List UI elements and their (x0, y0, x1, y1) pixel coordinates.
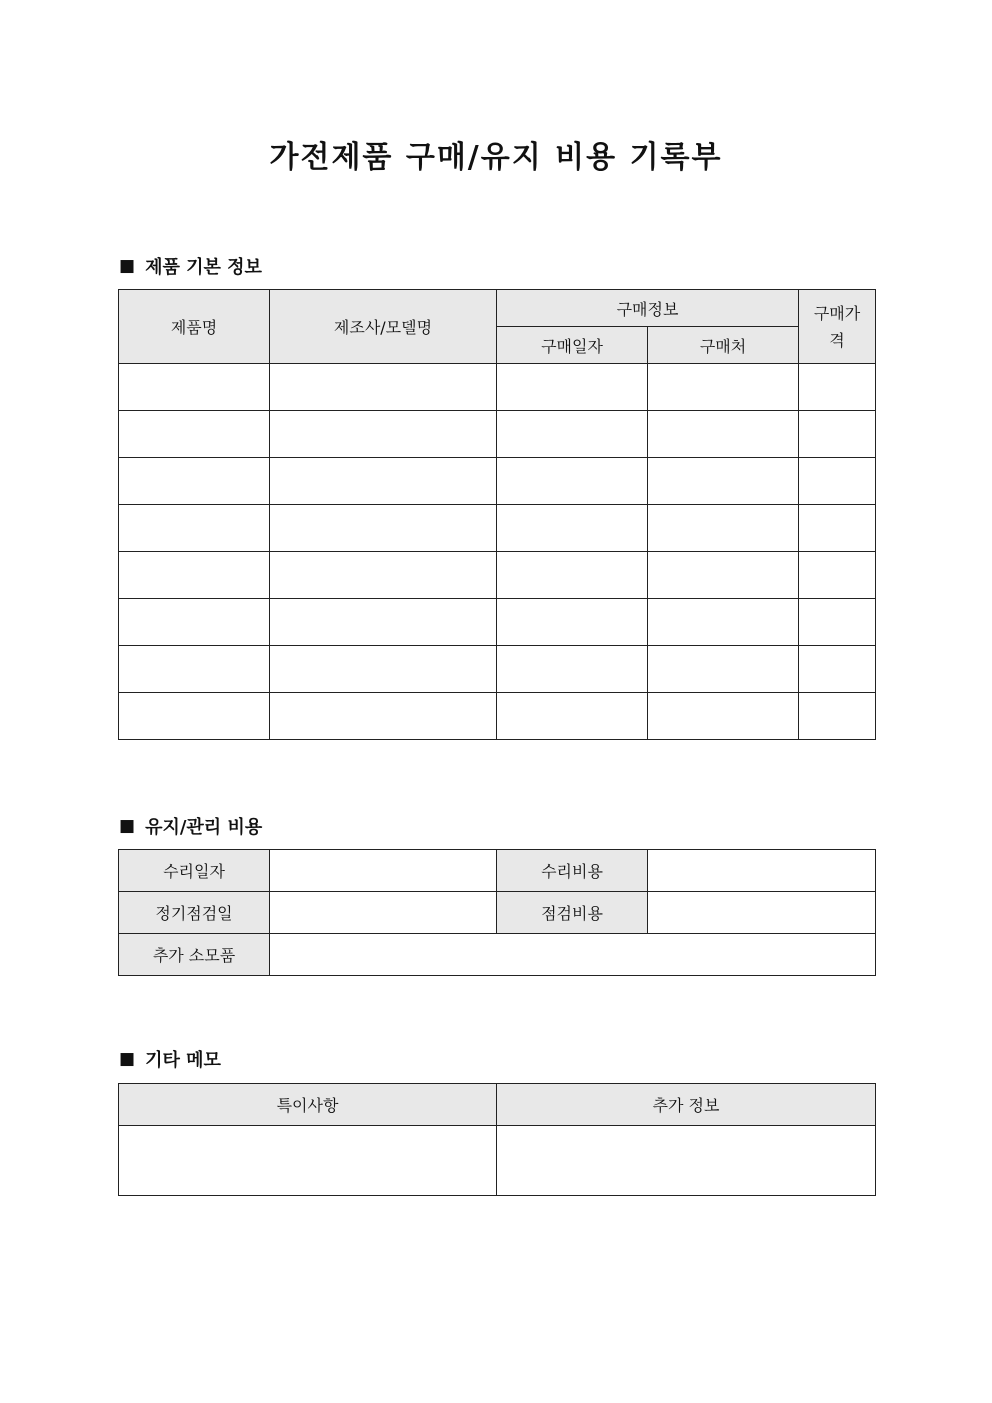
section-title: 제품 기본 정보 (145, 257, 262, 278)
section-heading-basic (119, 253, 262, 279)
page-title: 가전제품 구매/유지 비용 기록부 (269, 140, 723, 175)
cell-purchase-date[interactable] (497, 458, 648, 505)
cell-product-name[interactable] (119, 458, 270, 505)
cell-purchase-price[interactable] (799, 411, 876, 458)
header-notes: 특이사항 (119, 1084, 497, 1126)
memo-table (118, 1083, 876, 1196)
cell-maker-model[interactable] (270, 693, 497, 740)
table-row (119, 364, 876, 411)
table-row (119, 505, 876, 552)
cell-product-name[interactable] (119, 693, 270, 740)
table-row (119, 693, 876, 740)
section-title: 유지/관리 비용 (145, 817, 263, 838)
field-repair-date[interactable] (270, 850, 497, 892)
header-purchase-date: 구매일자 (497, 327, 648, 364)
field-repair-cost[interactable] (648, 850, 876, 892)
section-heading-memo (119, 1046, 221, 1072)
table-row (119, 458, 876, 505)
cell-purchase-price[interactable] (799, 693, 876, 740)
label-repair-cost: 수리비용 (497, 850, 648, 892)
cell-purchase-price[interactable] (799, 552, 876, 599)
cell-purchase-price[interactable] (799, 458, 876, 505)
maintenance-table (118, 849, 876, 976)
cell-product-name[interactable] (119, 599, 270, 646)
cell-purchase-place[interactable] (648, 599, 799, 646)
cell-purchase-price[interactable] (799, 364, 876, 411)
cell-purchase-price[interactable] (799, 646, 876, 693)
cell-maker-model[interactable] (270, 411, 497, 458)
cell-purchase-date[interactable] (497, 599, 648, 646)
cell-maker-model[interactable] (270, 364, 497, 411)
cell-maker-model[interactable] (270, 552, 497, 599)
cell-product-name[interactable] (119, 505, 270, 552)
cell-purchase-place[interactable] (648, 505, 799, 552)
table-row (119, 552, 876, 599)
table-row (119, 411, 876, 458)
square-bullet-icon: ■ (119, 256, 136, 276)
label-supplies: 추가 소모품 (119, 934, 270, 976)
cell-purchase-place[interactable] (648, 646, 799, 693)
header-maker-model: 제조사/모델명 (270, 290, 497, 364)
cell-product-name[interactable] (119, 646, 270, 693)
cell-purchase-price[interactable] (799, 505, 876, 552)
field-extra-info[interactable] (497, 1126, 876, 1196)
header-purchase-price (799, 290, 876, 364)
cell-purchase-date[interactable] (497, 693, 648, 740)
cell-maker-model[interactable] (270, 458, 497, 505)
cell-purchase-date[interactable] (497, 505, 648, 552)
header-price-line1: 구매가 (813, 303, 861, 323)
product-info-table (118, 289, 876, 740)
header-price-line2: 격 (829, 330, 845, 350)
cell-purchase-place[interactable] (648, 552, 799, 599)
cell-product-name[interactable] (119, 364, 270, 411)
cell-purchase-date[interactable] (497, 411, 648, 458)
header-extra-info: 추가 정보 (497, 1084, 876, 1126)
field-notes[interactable] (119, 1126, 497, 1196)
cell-maker-model[interactable] (270, 505, 497, 552)
cell-product-name[interactable] (119, 411, 270, 458)
field-inspection-cost[interactable] (648, 892, 876, 934)
cell-purchase-date[interactable] (497, 364, 648, 411)
table-row (119, 599, 876, 646)
cell-purchase-place[interactable] (648, 458, 799, 505)
cell-product-name[interactable] (119, 552, 270, 599)
cell-purchase-date[interactable] (497, 646, 648, 693)
square-bullet-icon: ■ (119, 816, 136, 836)
cell-maker-model[interactable] (270, 599, 497, 646)
header-purchase-info: 구매정보 (497, 290, 799, 327)
field-supplies[interactable] (270, 934, 876, 976)
label-inspection-cost: 점검비용 (497, 892, 648, 934)
square-bullet-icon: ■ (119, 1049, 136, 1069)
table-row (119, 646, 876, 693)
cell-maker-model[interactable] (270, 646, 497, 693)
cell-purchase-place[interactable] (648, 693, 799, 740)
header-product-name: 제품명 (119, 290, 270, 364)
label-inspection-date: 정기점검일 (119, 892, 270, 934)
cell-purchase-price[interactable] (799, 599, 876, 646)
field-inspection-date[interactable] (270, 892, 497, 934)
section-heading-maintenance (119, 813, 262, 839)
section-title: 기타 메모 (145, 1050, 221, 1071)
cell-purchase-place[interactable] (648, 364, 799, 411)
cell-purchase-place[interactable] (648, 411, 799, 458)
header-purchase-place: 구매처 (648, 327, 799, 364)
cell-purchase-date[interactable] (497, 552, 648, 599)
label-repair-date: 수리일자 (119, 850, 270, 892)
